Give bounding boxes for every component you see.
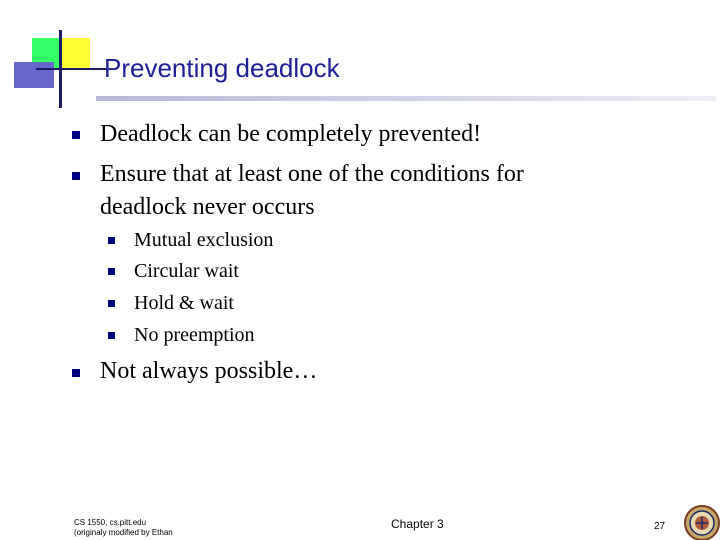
title-underline <box>96 96 716 101</box>
bullet-text-3: Not always possible… <box>100 358 318 384</box>
bullet-square-icon <box>72 131 80 139</box>
sub-bullet-square-icon <box>108 237 115 244</box>
sub-bullet-square-icon <box>108 332 115 339</box>
bullet-square-icon <box>72 369 80 377</box>
sub-bullet-text-1: Mutual exclusion <box>134 229 274 251</box>
footer-credit: (originaly modified by Ethan <box>74 528 173 537</box>
sub-bullet-square-icon <box>108 268 115 275</box>
footer-course-info <box>74 518 173 538</box>
bullet-text-1: Deadlock can be completely prevented! <box>100 121 482 147</box>
bullet-square-icon <box>72 172 80 180</box>
sub-bullet-square-icon <box>108 300 115 307</box>
slide-title: Preventing deadlock <box>104 53 340 83</box>
decor-horizontal-line <box>36 68 106 70</box>
sub-bullet-text-4: No preemption <box>134 324 255 346</box>
page-number: 27 <box>654 521 666 532</box>
bullet-text-2: Ensure that at least one of the conditions for <box>100 161 524 187</box>
decor-yellow-block <box>62 38 90 70</box>
sub-bullet-text-2: Circular wait <box>134 260 239 282</box>
footer-chapter: Chapter 3 <box>391 517 444 531</box>
bullet-text-2-continued: deadlock never occurs <box>100 194 315 220</box>
university-seal-icon <box>684 505 720 540</box>
decor-blue-block <box>14 62 54 88</box>
sub-bullet-text-3: Hold & wait <box>134 292 234 314</box>
footer-course: CS 1550, cs.pitt.edu <box>74 518 147 527</box>
